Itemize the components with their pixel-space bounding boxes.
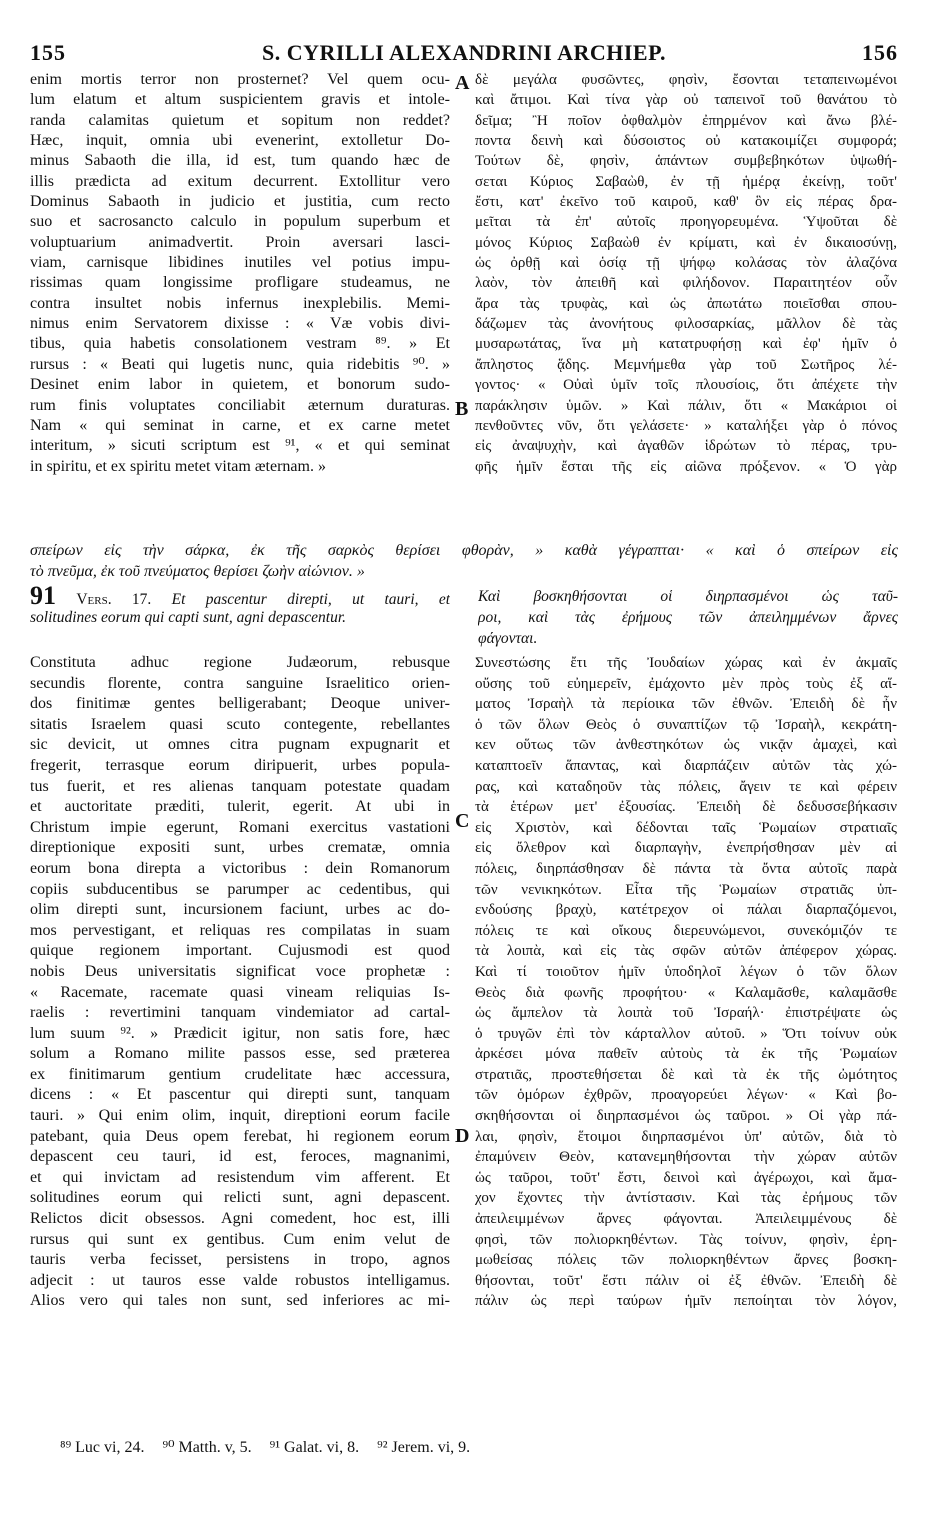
text-line: φάγονται.: [478, 630, 538, 647]
text-line: καὶ ἄτιμοι. Καὶ τίνα γὰρ οὐ ταπεινοῖ τοῦ θανάτου τὸ: [475, 92, 897, 109]
verse-number: 91: [30, 586, 56, 608]
text-line: κεν οὕτως τῶν ἀνθεστηκότων ὡς νικᾷν ἀμαχεὶ, καὶ: [475, 737, 897, 754]
text-line: ἄρα τὰς τρυφὰς, καὶ ὡς ἀπωτάτω ποιεῖσθαι σπου-: [475, 295, 897, 312]
text-line: παράκλησιν ὑμῶν. » Καὶ πάλιν, ὅτι « Μακάριοι οἱ: [475, 397, 897, 414]
text-line: nobis Deus universitatis significat voce prophetæ :: [30, 962, 450, 980]
text-line: rursus : « Beati qui lugetis nunc, quia ridebitis ⁹⁰. »: [30, 355, 450, 373]
text-line: Καὶ βοσκηθήσονται οἱ διηρπασμένοι ὡς ταῦ-: [478, 588, 898, 605]
text-line: ὁ τρυγῶν ἐπὶ τὸν κάρταλλον αὐτοῦ. » Ὅτι τοίνυν οὐκ: [475, 1025, 897, 1042]
text-line: σεται Κύριος Σαβαὼθ, ἐν τῇ ἡμέρᾳ ἐκείνῃ, τοῦτ': [475, 173, 897, 190]
footnotes: [60, 1437, 880, 1457]
text-line: eorum bona direpta a victoribus : dein Romanorum: [30, 859, 450, 877]
text-line: τῶν ὁμόρων ἐχθρῶν, προαγορεύει λέγων· « Καὶ βο-: [475, 1087, 897, 1104]
latin-column-top: [30, 70, 450, 477]
text-line: copiis subducentibus se parumper ac cedentibus, qui: [30, 880, 450, 898]
text-line: ex finitimarum gentium crudelitate hæc accessura,: [30, 1065, 450, 1083]
text-line: adjecit : ut tauros esse valde robustos intelligamus.: [30, 1271, 450, 1289]
footnote: ⁹² Jerem. vi, 9.: [377, 1439, 471, 1456]
text-line: τὰ ἑτέρων μετ' ἐξουσίας. Ἐπειδὴ δὲ δεδυσσεβήκασιν: [475, 799, 897, 816]
text-line: ὡς ταῦροι, τοῦτ' ἔστι, δεινοὶ καὶ ἀγέρωχοι, καὶ ἄμα-: [475, 1169, 897, 1186]
text-line: in spiritu, et ex spiritu metet vitam æternam. »: [30, 457, 326, 475]
greek-column-top: [475, 70, 897, 477]
text-line: illis prædicta ad exitum decurrent. Extollitur vero: [30, 172, 450, 190]
text-line: ἀπειλειμμένων ἄρνες φάγονται. Ἀπειλειμμένους δὲ: [475, 1211, 897, 1228]
text-line: raelis : revertimini tanquam vindemiator ad cartal-: [30, 1004, 450, 1022]
section-marker-b: B: [455, 398, 469, 420]
text-line: ὁ τῶν ὅλων Θεὸς ὁ συναπτίζων τῷ Ἰσραὴλ, κεκράτη-: [475, 716, 897, 733]
text-line: suo et sacrosancto calculo in populum superbum et: [30, 213, 450, 231]
text-line: γοντος· « Οὐαὶ ὑμῖν τοῖς πλουσίοις, ὅτι ἀπέχετε τὴν: [475, 377, 897, 394]
text-line: Desinet enim labor in quietem, et bonorum sudo-: [30, 376, 450, 394]
text-line: πόλεις, διηρπάσθησαν δὲ πάντα τὰ ὄντα αὐτοῖς παρὰ: [475, 860, 897, 877]
text-line: direptionique expositi sunt, urbes crematæ, omnia: [30, 839, 450, 857]
footnote: ⁹⁰ Matth. v, 5.: [162, 1439, 252, 1456]
text-line: μεῖται τὰ ἐπ' αὐτοῖς προηγορευμένα. Ὑψοῦται δὲ: [475, 214, 897, 231]
text-line: λαὸν, τὸν ἀπειθῆ καὶ φιλήδονον. Παραιτητέον οὖν: [475, 275, 897, 292]
text-line: minus Sabaoth die illa, id est, tum quando hæc de: [30, 152, 450, 170]
text-line: interitum, » sicuti scriptum est ⁹¹, « et qui seminat: [30, 437, 450, 455]
greek-spanning-quotation: [30, 540, 898, 582]
text-line: Dominus Sabaoth in judicio et justitia, cum recto: [30, 193, 450, 211]
text-line: solum a Romano milite passos esse, sed præterea: [30, 1045, 450, 1063]
text-line: μωθείσας πόλεις τῶν πολιορκηθέντων ἄρνες βοσκη-: [475, 1252, 897, 1269]
text-line: rissimas quam longissime profligare studeamus, ne: [30, 274, 450, 292]
text-line: et auctoritate præditi, tulerit, egerit. At ubi in: [30, 798, 450, 816]
text-line: Τούτων δὲ, φησὶν, ἁπάντων συμβεβηκότων ὑψωθή-: [475, 153, 897, 170]
latin-column-bottom: [30, 653, 450, 1312]
text-line: tauri. » Qui enim olim, inquit, direptioni eorum facile: [30, 1107, 450, 1125]
text-line: σκηθήσονται οἱ διηρπασμένοι ὡς ταῦροι. » Οἱ γὰρ πά-: [475, 1108, 897, 1125]
text-line: contra insultet nobis infernus inexplebilis. Memi-: [30, 294, 450, 312]
text-line: Constituta adhuc regione Judæorum, rebusque: [30, 654, 450, 671]
text-line: Συνεστώσης ἔτι τῆς Ἰουδαίων χώρας καὶ ἐν ἀκμαῖς: [475, 655, 897, 671]
text-line: enim mortis terror non prosternet? Vel quem ocu-: [30, 71, 450, 88]
text-line: ὡς ἄμπελον τὰ λοιπὰ τοῦ Ἰσραήλ· ἐπιστρέψατε ὡς: [475, 1005, 897, 1022]
text-line: Καὶ τί τοιοῦτον ἡμῖν ὑποδηλοῖ λέγων ὁ τῶν ὅλων: [475, 963, 897, 980]
text-line: οὔσης τοῦ εὐημερεῖν, ἐμάχοντο μὲν πρὸς τοὺς ἐξ αἵ-: [475, 675, 897, 692]
text-line: μυσαρωτάτας, ἵνα μὴ κατατρυφήσῃ καὶ ἐφ' ἡμῖν ὁ: [475, 336, 897, 353]
text-line: sic devicit, ut omnes citra pugnam expugnarit et: [30, 736, 450, 754]
text-line: Hæc, inquit, omnia ubi evenerint, extolletur Do-: [30, 132, 450, 150]
text-line: patebant, quia Deus opem ferebat, hi regionem eorum: [30, 1127, 450, 1145]
text-line: φησὶ, τῶν πολιορκηθέντων. Τὰς τοίνυν, φησὶν, ἐρη-: [475, 1231, 897, 1248]
spanning-line: τὸ πνεῦμα, ἐκ τοῦ πνεύματος θερίσει ζωὴν αἰώνιον. »: [30, 563, 365, 580]
text-line: ἄπληστος ᾅδης. Μεμνήμεθα γὰρ τοῦ Σωτῆρος λέ-: [475, 356, 897, 373]
section-marker-a: A: [455, 72, 470, 94]
text-line: ἀρκέσει μόνα παθεῖν αὐτοὺς τὰ ἐκ τῆς Ῥωμαίων: [475, 1046, 897, 1063]
verse-line-2: solitudines eorum qui capti sunt, agni depascentur.: [30, 609, 347, 626]
text-line: dicens : « Et pascentur qui direpti sunt, tanquam: [30, 1086, 450, 1104]
footnote: ⁹¹ Galat. vi, 8.: [269, 1439, 360, 1456]
text-line: ρας, καὶ καταδηοῦν τὰς πόλεις, ἄγειν τε καὶ φέρειν: [475, 778, 897, 795]
verse-text: Et pascentur direpti, ut tauri, et: [171, 591, 450, 608]
text-line: ματος Ἰσραὴλ τὰ περίοικα τῶν ἐθνῶν. Ἐπειδὴ δὲ ἦν: [475, 696, 897, 713]
text-line: εἰς ἀναψυχὴν, καὶ ἀγαθῶν ἱδρώτων τὸ πέρας, τρυ-: [475, 438, 897, 455]
page-header: [30, 40, 898, 68]
text-line: ποντα δεινὴ καὶ δύσοιστος οὐ κατακοιμίζει συμφορά;: [475, 133, 897, 150]
text-line: rum finis voluptates conciliabit æternum duraturas.: [30, 396, 450, 414]
text-line: ροι, καὶ τὰς ἐρήμους τῶν ἀπειλημμένων ἄρνες: [478, 609, 898, 626]
text-line: Alios vero qui tales non sunt, sed inferiores ac mi-: [30, 1292, 450, 1310]
text-line: nimus enim Servatorem dixisse : « Væ vobis divi-: [30, 315, 450, 333]
text-line: lum elatum et altum suspicientem gravis et intole-: [30, 91, 450, 109]
text-line: tus fuerit, et res alienas tanquam potestate quadam: [30, 777, 450, 795]
text-line: στρατιᾶς, προστεθήσεται δὲ καὶ τὰ ἐκ τῆς ὠμότητος: [475, 1066, 897, 1083]
text-line: ὡς ὀρθῇ καὶ ὁσίᾳ τῇ ψήφῳ κολάσας τὸν ἀλαζόνα: [475, 255, 897, 272]
text-line: ἐπαμύνειν Θεὸν, κατανεμηθήσονται τὴν χώραν αὐτῶν: [475, 1149, 897, 1166]
text-line: tauris verba fecisset, persistens in tropo, agnos: [30, 1251, 450, 1269]
text-line: tibus, quia habetis consolationem vestram ⁸⁹. » Et: [30, 335, 450, 353]
text-line: δὲ μεγάλα φυσῶντες, φησὶν, ἔσονται τεταπεινωμένοι: [475, 72, 897, 88]
text-line: δάζωμεν τὰς ἀνονήτους φιλοσαρκίας, μᾶλλον δὲ τὰς: [475, 316, 897, 333]
text-line: δεῖμα; Ἢ ποῖον ὀφθαλμὸν ἐπηρμένον καὶ ἄνω βλέ-: [475, 112, 897, 129]
text-line: Relictos dicit obsessos. Agni comedent, hoc est, illi: [30, 1210, 450, 1228]
text-line: καταπτοεῖν ἅπαντας, καὶ διαρπάζειν αὐτῶν τὰς χώ-: [475, 757, 897, 774]
greek-column-bottom: [475, 653, 897, 1312]
text-line: olim direpti sunt, incursionem faciunt, urbes ac do-: [30, 901, 450, 919]
text-line: « Racemate, racemate quasi vineam reliquias Is-: [30, 983, 450, 1001]
text-line: πενθοῦντες νῦν, ὅτι γελάσετε· » καταλήξει γὰρ ὁ πόνος: [475, 417, 897, 434]
verse-line-1: [30, 586, 450, 608]
text-line: depascent ceu tauri, id est, feroces, magnanimi,: [30, 1148, 450, 1166]
text-line: τῶν νενικηκότων. Εἶτα τῆς Ῥωμαίων στρατιᾶς ὑπ-: [475, 881, 897, 898]
text-line: θήσονται, τοῦτ' ἔστι πάλιν οἱ ἐξ ἐθνῶν. Ἐπειδὴ δὲ: [475, 1272, 897, 1289]
text-line: μόνος Κύριος Σαβαὼθ ἐν κρίματι, καὶ ἐν δικαιοσύνῃ,: [475, 234, 897, 251]
page-number-left: 155: [30, 40, 66, 65]
text-line: voluptuarium animadvertit. Proin aversari lasci-: [30, 233, 450, 251]
text-line: sitatis Israelem quasi scuto contegente, rebellantes: [30, 715, 450, 733]
footnote: ⁸⁹ Luc vi, 24.: [60, 1439, 145, 1456]
verse-heading: [30, 586, 450, 630]
text-line: mos pervestigant, et reliquas res compilatas in suam: [30, 921, 450, 939]
text-line: solitudines eorum qui relicti sunt, agni depascent.: [30, 1189, 450, 1207]
text-line: dos finitimæ gentes belligerabant; Deoque univer-: [30, 695, 450, 713]
text-line: et qui invictam ad resistendum vim afferent. Et: [30, 1168, 450, 1186]
text-line: quique regionem important. Cujusmodi est quod: [30, 942, 450, 960]
text-line: fregerit, terrasque eorum diripuerit, urbes popula-: [30, 756, 450, 774]
text-line: ενδούσης βραχὺ, κατέτρεχον οἱ πάλαι διαρπαζόμενοι,: [475, 902, 897, 919]
text-line: εἰς ὄλεθρον καὶ διαρπαγὴν, ἐνεπρήσθησαν μὲν αἱ: [475, 840, 897, 857]
text-line: χον ἔχοντες τὴν ἀντίστασιν. Καὶ τὰς ἐρήμους τῶν: [475, 1190, 897, 1207]
text-line: φῆς ἡμῖν ἔσται τῆς εἰς αἰῶνα πρόξενον. « Ὁ γὰρ: [475, 458, 897, 475]
text-line: εἰς Χριστὸν, καὶ δέδονται ταῖς Ῥωμαίων στρατιαῖς: [475, 819, 897, 836]
text-line: Christum impie egerunt, Romani exercitus vastationi: [30, 818, 450, 836]
text-line: ἔστι, κατ' ἐκεῖνο τοῦ καιροῦ, καθ' ὃν εἰς πέρας δρα-: [475, 194, 897, 211]
text-line: Θεὸς διὰ φωνῆς προφήτου· « Καλαμᾶσθε, καλαμᾶσθε: [475, 984, 897, 1001]
text-line: πάλιν ὡς περὶ ταύρων ἡμῖν πεποίηται τὸν λόγον,: [475, 1293, 897, 1310]
verse-label: Vers. 17.: [76, 591, 152, 608]
text-line: randa calamitas quietum et sopitum non reddet?: [30, 111, 450, 129]
text-line: viam, carnisque libidines inutiles vel potius impu-: [30, 254, 450, 272]
text-line: Nam « qui seminat in carne, et ex carne metet: [30, 416, 450, 434]
text-line: rursus qui sunt ex gentibus. Cum enim velut de: [30, 1230, 450, 1248]
text-line: secundis florente, contra sanguine Israelitico orien-: [30, 674, 450, 692]
text-line: τὰ λοιπὰ, καὶ εἰς τὰς σφῶν αὐτῶν ἀπέφερον χώρας.: [475, 943, 897, 960]
greek-verse-heading: [478, 586, 898, 649]
text-line: λαι, φησὶν, ἕτοιμοι διηρπασμένοι ὑπ' αὐτῶν, διὰ τὸ: [475, 1128, 897, 1145]
spanning-line: σπείρων εἰς τὴν σάρκα, ἐκ τῆς σαρκὸς θερίσει φθορὰν, » καθὰ γέγραπται· « καὶ ὁ σπείρων εἰς: [30, 542, 898, 559]
section-marker-c: C: [455, 810, 470, 832]
text-line: πόλεις τε καὶ οἴκους διερευνώμενοι, συνεκόμιζόν τε: [475, 922, 897, 939]
section-marker-d: D: [455, 1125, 470, 1147]
page-number-right: 156: [862, 40, 898, 65]
running-title: S. CYRILLI ALEXANDRINI ARCHIEP.: [261, 40, 667, 65]
text-line: lum suum ⁹². » Prædicit igitur, non satis fore, hæc: [30, 1024, 450, 1042]
